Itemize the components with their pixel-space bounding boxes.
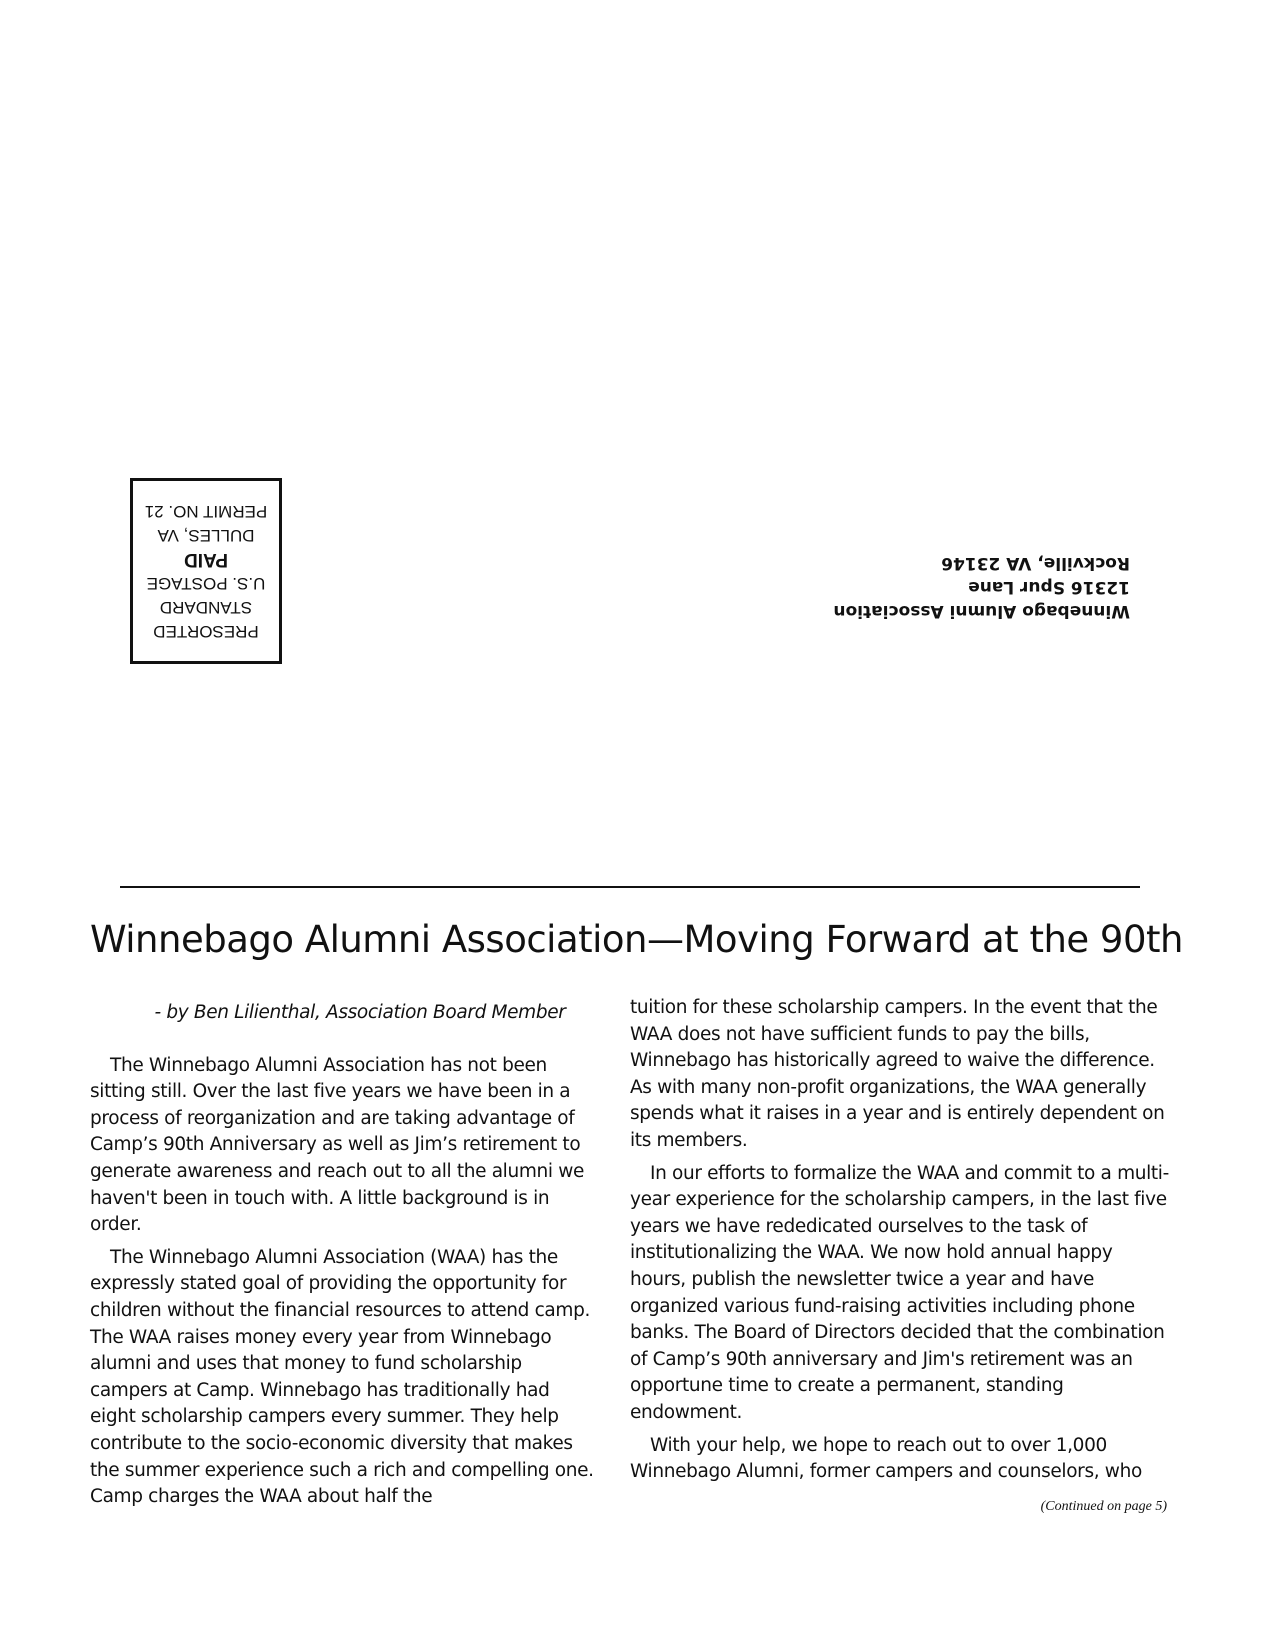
indicia-line: U.S. POSTAGE xyxy=(146,574,266,593)
return-address-line: 12316 Spur Lane xyxy=(968,577,1130,597)
indicia-line: DULLES, VA xyxy=(157,526,255,545)
paragraph: The Winnebago Alumni Association has not been sitting still. Over the last five years we have been in a process of reorganization and are taking advantage of Camp’s 90th Anniversary as well as Jim’s retirement to generate awareness and reach out to all the alumni we haven't been in touch with. A little background is in order. xyxy=(90,1054,585,1236)
continued-note: (Continued on page 5) xyxy=(1040,1499,1167,1514)
paragraph: The Winnebago Alumni Association (WAA) has the expressly stated goal of providing the opportunity for children without the financial resources to attend camp. The WAA raises money every year from Winnebago alumni and uses that money to fund scholarship campers at Camp. Winnebago has traditionally had eight scholarship campers every summer. They help contribute to the socio-economic diversity that makes the summer experience such a rich and compelling one. Camp charges the WAA about half the xyxy=(90,1246,594,1508)
article-headline: Winnebago Alumni Association—Moving Forward at the 90th xyxy=(90,918,1183,961)
paragraph: With your help, we hope to reach out to over 1,000 Winnebago Alumni, former campers and counselors, who xyxy=(630,1434,1142,1483)
indicia-paid: PAID xyxy=(184,549,228,570)
postage-indicia xyxy=(130,478,282,664)
indicia-line: PRESORTED xyxy=(153,622,259,641)
paragraph: tuition for these scholarship campers. In the event that the WAA does not have sufficient funds to pay the bills, Winnebago has historically agreed to waive the difference. As with many non-profit organizations, the WAA generally spends what it raises in a year and is entirely dependent on its members. xyxy=(630,997,1165,1151)
return-address-line: Winnebago Alumni Association xyxy=(833,601,1130,621)
divider-rule xyxy=(120,886,1140,888)
indicia-line: PERMIT NO. 21 xyxy=(144,502,268,521)
article-column-left xyxy=(90,1000,600,1517)
article-byline: - by Ben Lilienthal, Association Board Member xyxy=(154,1002,566,1023)
return-address-line: Rockville, VA 23146 xyxy=(941,553,1130,573)
indicia-line: STANDARD xyxy=(159,598,253,617)
article-column-right xyxy=(630,995,1170,1492)
paragraph: In our efforts to formalize the WAA and commit to a multi-year experience for the scholarship campers, in the last five years we have rededicated ourselves to the task of institutionalizing the WAA. We now hold annual happy hours, publish the newsletter twice a year and have organized various fund-raising activities including phone banks. The Board of Directors decided that the combination of Camp’s 90th anniversary and Jim's retirement was an opportune time to create a permanent, standing endowment. xyxy=(630,1162,1169,1423)
return-address xyxy=(800,551,1130,623)
